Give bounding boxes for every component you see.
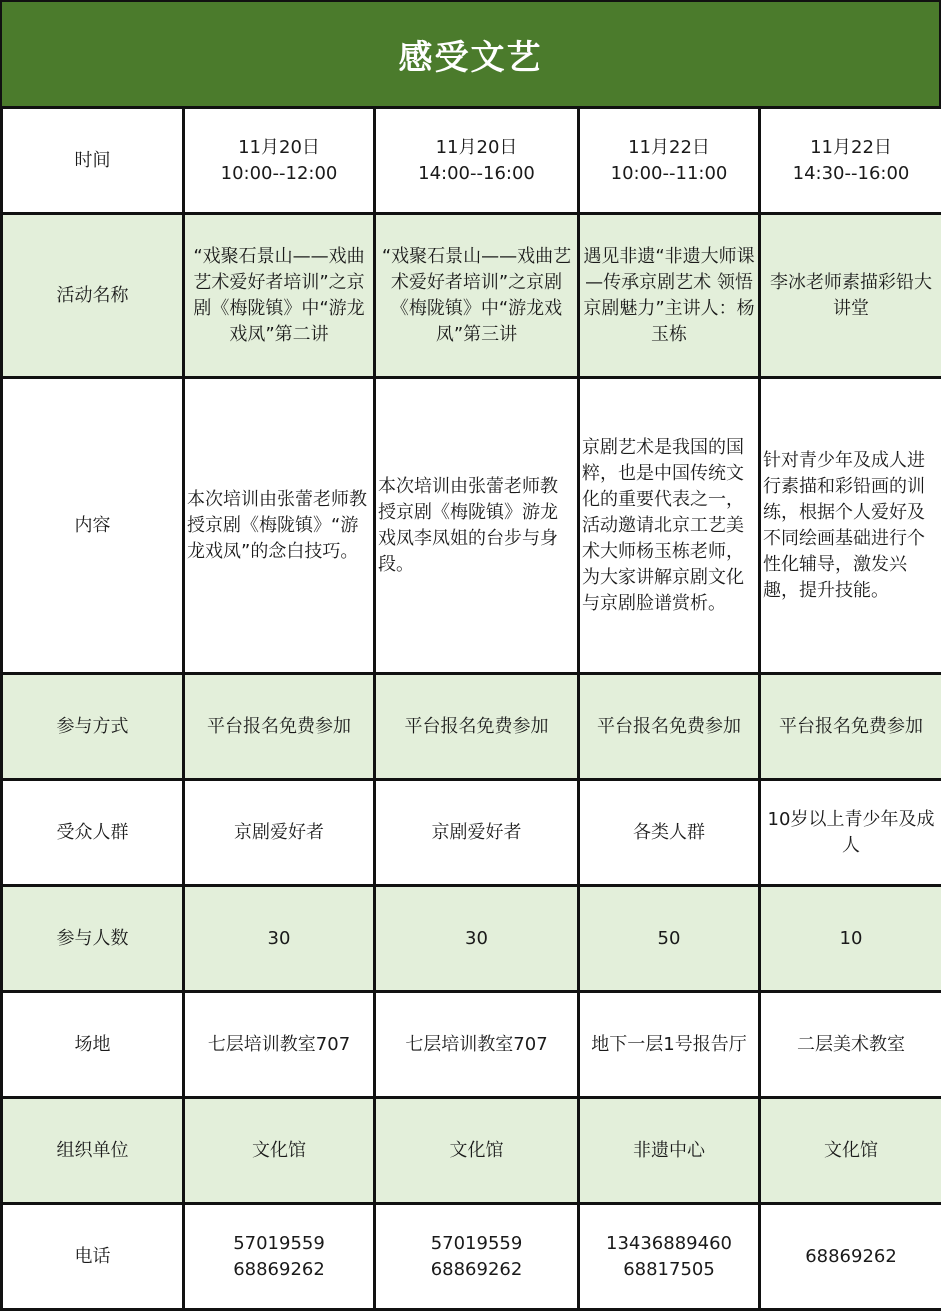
title-bar xyxy=(0,0,941,106)
row-activity-name xyxy=(2,214,941,378)
cell: 非遗中心 xyxy=(579,1098,760,1204)
cell: 57019559 68869262 xyxy=(375,1204,579,1310)
cell: 京剧艺术是我国的国粹，也是中国传统文化的重要代表之一，活动邀请北京工艺美术大师杨玉栋老师，为大家讲解京剧文化与京剧脸谱赏析。 xyxy=(579,378,760,674)
page-title: 感受文艺 xyxy=(398,37,543,78)
row-phone xyxy=(2,1204,941,1310)
cell: 11月20日 10:00--12:00 xyxy=(184,108,375,214)
cell: 57019559 68869262 xyxy=(184,1204,375,1310)
row-audience xyxy=(2,780,941,886)
cell: 各类人群 xyxy=(579,780,760,886)
row-organizer xyxy=(2,1098,941,1204)
row-label: 场地 xyxy=(2,992,184,1098)
row-time xyxy=(2,108,941,214)
cell: 李冰老师素描彩铅大讲堂 xyxy=(760,214,941,378)
row-venue xyxy=(2,992,941,1098)
cell: 本次培训由张蕾老师教授京剧《梅陇镇》“游龙戏凤”的念白技巧。 xyxy=(184,378,375,674)
schedule-table xyxy=(0,106,941,1311)
row-participation xyxy=(2,674,941,780)
row-label: 组织单位 xyxy=(2,1098,184,1204)
row-label: 参与方式 xyxy=(2,674,184,780)
row-label: 参与人数 xyxy=(2,886,184,992)
cell: 10岁以上青少年及成人 xyxy=(760,780,941,886)
row-label: 时间 xyxy=(2,108,184,214)
cell: 京剧爱好者 xyxy=(375,780,579,886)
cell: 平台报名免费参加 xyxy=(375,674,579,780)
cell: 本次培训由张蕾老师教授京剧《梅陇镇》游龙戏凤李凤姐的台步与身段。 xyxy=(375,378,579,674)
row-label: 受众人群 xyxy=(2,780,184,886)
cell: 11月20日 14:00--16:00 xyxy=(375,108,579,214)
cell: 七层培训教室707 xyxy=(184,992,375,1098)
row-label: 电话 xyxy=(2,1204,184,1310)
cell: 11月22日 10:00--11:00 xyxy=(579,108,760,214)
cell: 30 xyxy=(184,886,375,992)
cell: 平台报名免费参加 xyxy=(760,674,941,780)
cell: 50 xyxy=(579,886,760,992)
cell: 针对青少年及成人进行素描和彩铅画的训练，根据个人爱好及不同绘画基础进行个性化辅导，激发兴趣，提升技能。 xyxy=(760,378,941,674)
cell: 平台报名免费参加 xyxy=(184,674,375,780)
cell: 平台报名免费参加 xyxy=(579,674,760,780)
cell: 68869262 xyxy=(760,1204,941,1310)
cell: 二层美术教室 xyxy=(760,992,941,1098)
row-headcount xyxy=(2,886,941,992)
cell: 30 xyxy=(375,886,579,992)
cell: 11月22日 14:30--16:00 xyxy=(760,108,941,214)
cell: 遇见非遗“非遗大师课—传承京剧艺术 领悟京剧魅力”主讲人：杨玉栋 xyxy=(579,214,760,378)
cell: 京剧爱好者 xyxy=(184,780,375,886)
cell: 文化馆 xyxy=(760,1098,941,1204)
cell: “戏聚石景山——戏曲艺术爱好者培训”之京剧《梅陇镇》中“游龙戏凤”第二讲 xyxy=(184,214,375,378)
cell: 七层培训教室707 xyxy=(375,992,579,1098)
cell: 地下一层1号报告厅 xyxy=(579,992,760,1098)
cell: 13436889460 68817505 xyxy=(579,1204,760,1310)
row-label: 内容 xyxy=(2,378,184,674)
cell: 文化馆 xyxy=(184,1098,375,1204)
row-content xyxy=(2,378,941,674)
cell: “戏聚石景山——戏曲艺术爱好者培训”之京剧《梅陇镇》中“游龙戏凤”第三讲 xyxy=(375,214,579,378)
cell: 文化馆 xyxy=(375,1098,579,1204)
cell: 10 xyxy=(760,886,941,992)
row-label: 活动名称 xyxy=(2,214,184,378)
